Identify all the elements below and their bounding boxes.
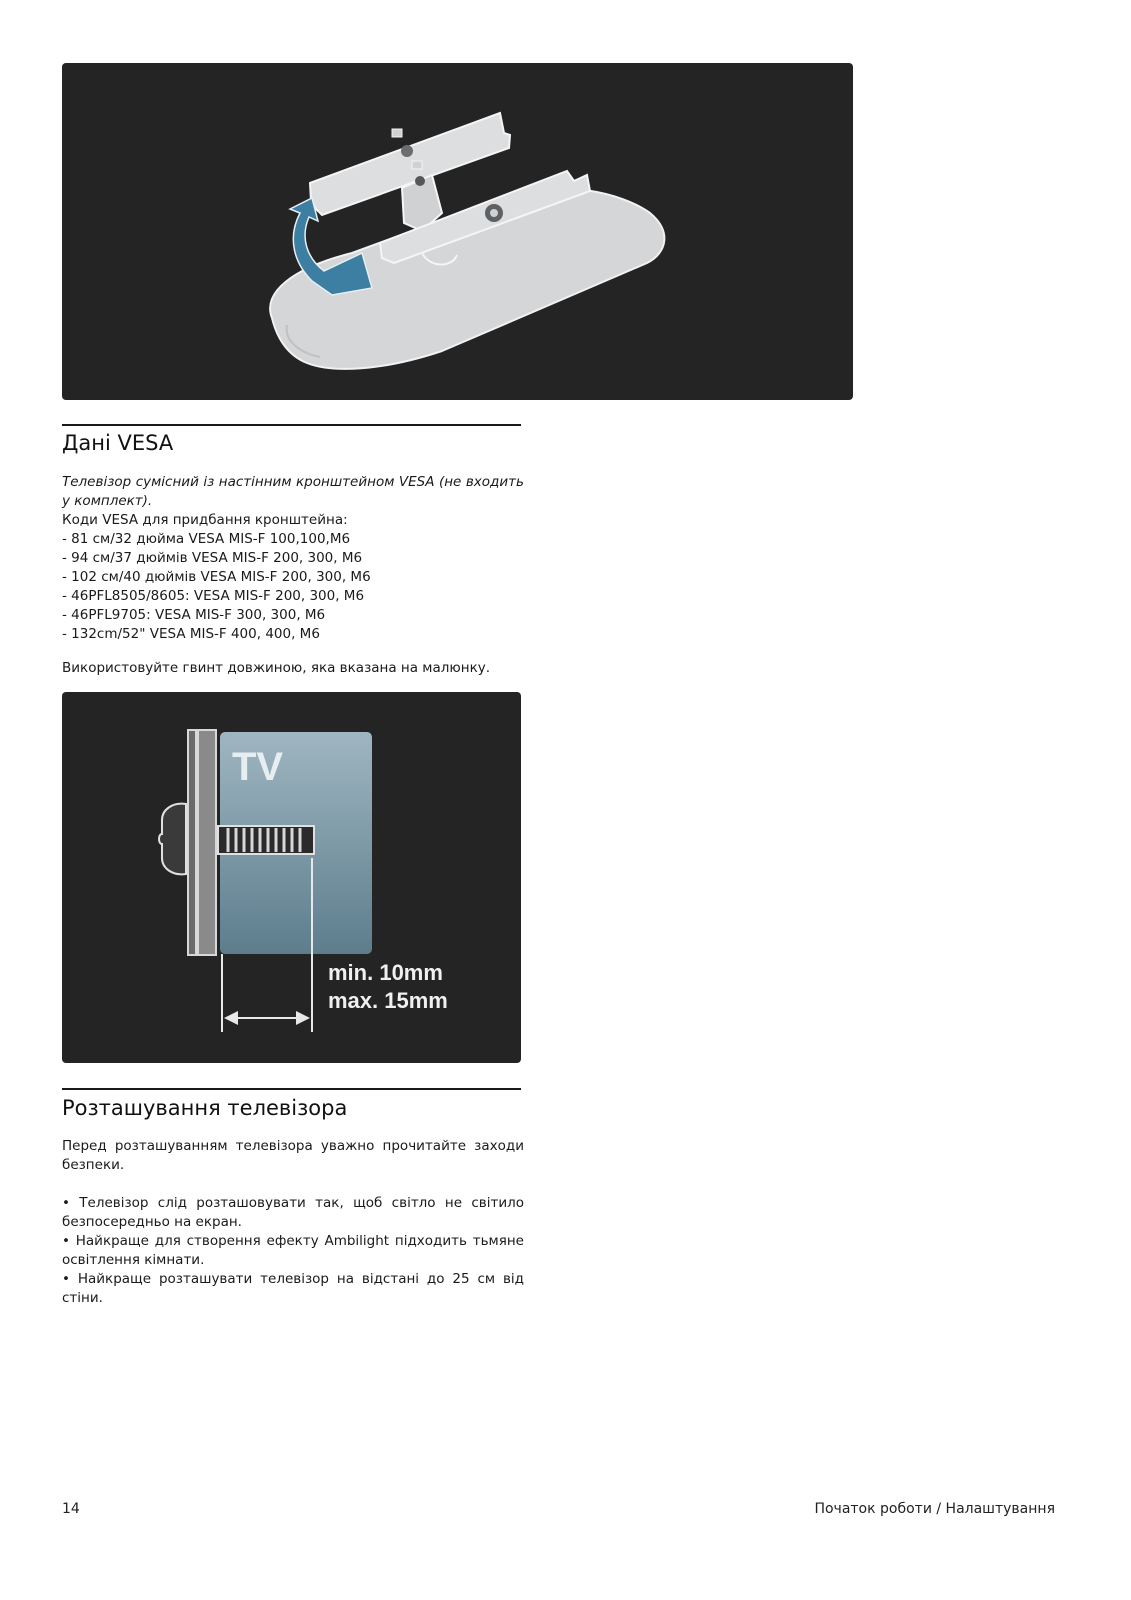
vesa-code-item: - 94 см/37 дюймів VESA MIS-F 200, 300, M6 (62, 550, 363, 566)
screw-hint (62, 659, 524, 678)
vesa-code-item: - 81 см/32 дюйма VESA MIS-F 100,100,M6 (62, 531, 351, 547)
wall-plate (188, 730, 196, 955)
vesa-code-item: - 46PFL8505/8605: VESA MIS-F 200, 300, M6 (62, 588, 365, 604)
bracket-plate (198, 730, 216, 955)
footer-section-path: Початок роботи / Налаштування (814, 1501, 1055, 1517)
vesa-code-item: - 132cm/52" VESA MIS-F 400, 400, M6 (62, 626, 320, 642)
placement-bullet-item: • Найкраще розташувати телевізор на відстані до 25 см від стіни. (62, 1271, 524, 1306)
screw-drawing (62, 692, 521, 1063)
placement-intro-text: Перед розташуванням телевізора уважно прочитайте заходи безпеки. (62, 1138, 524, 1173)
vesa-code-item: - 46PFL9705: VESA MIS-F 300, 300, M6 (62, 607, 326, 623)
placement-bullet-item: • Телевізор слід розташовувати так, щоб світло не світило безпосередньо на екран. (62, 1195, 524, 1230)
stand-illustration (62, 63, 853, 400)
placement-bullet-item: • Найкраще для створення ефекту Ambilight підходить тьмяне освітлення кімнати. (62, 1233, 524, 1268)
vesa-codes-intro: Коди VESA для придбання кронштейна: (62, 512, 348, 528)
placement-bullets (62, 1194, 524, 1308)
vesa-codes-list (62, 530, 524, 644)
heading-vesa: Дані VESA (62, 431, 174, 455)
max-length-label: max. 15mm (328, 988, 448, 1013)
page-number: 14 (62, 1501, 80, 1517)
vesa-code-item: - 102 см/40 дюймів VESA MIS-F 200, 300, M6 (62, 569, 371, 585)
section-divider (62, 1088, 521, 1090)
vesa-compat-note: Телевізор сумісний із настінним кронштейном VESA (не входить у комплект). (62, 474, 524, 509)
min-length-label: min. 10mm (328, 960, 443, 985)
vesa-text-block (62, 473, 524, 644)
tv-label: TV (232, 745, 284, 789)
stand-drawing (62, 63, 853, 400)
placement-intro (62, 1137, 524, 1175)
section-divider (62, 424, 521, 426)
screw-hint-text: Використовуйте гвинт довжиною, яка вказана на малюнку. (62, 660, 491, 676)
screw-head-icon (159, 804, 186, 875)
heading-placement: Розташування телевізора (62, 1096, 348, 1120)
screw-length-diagram (62, 692, 521, 1063)
